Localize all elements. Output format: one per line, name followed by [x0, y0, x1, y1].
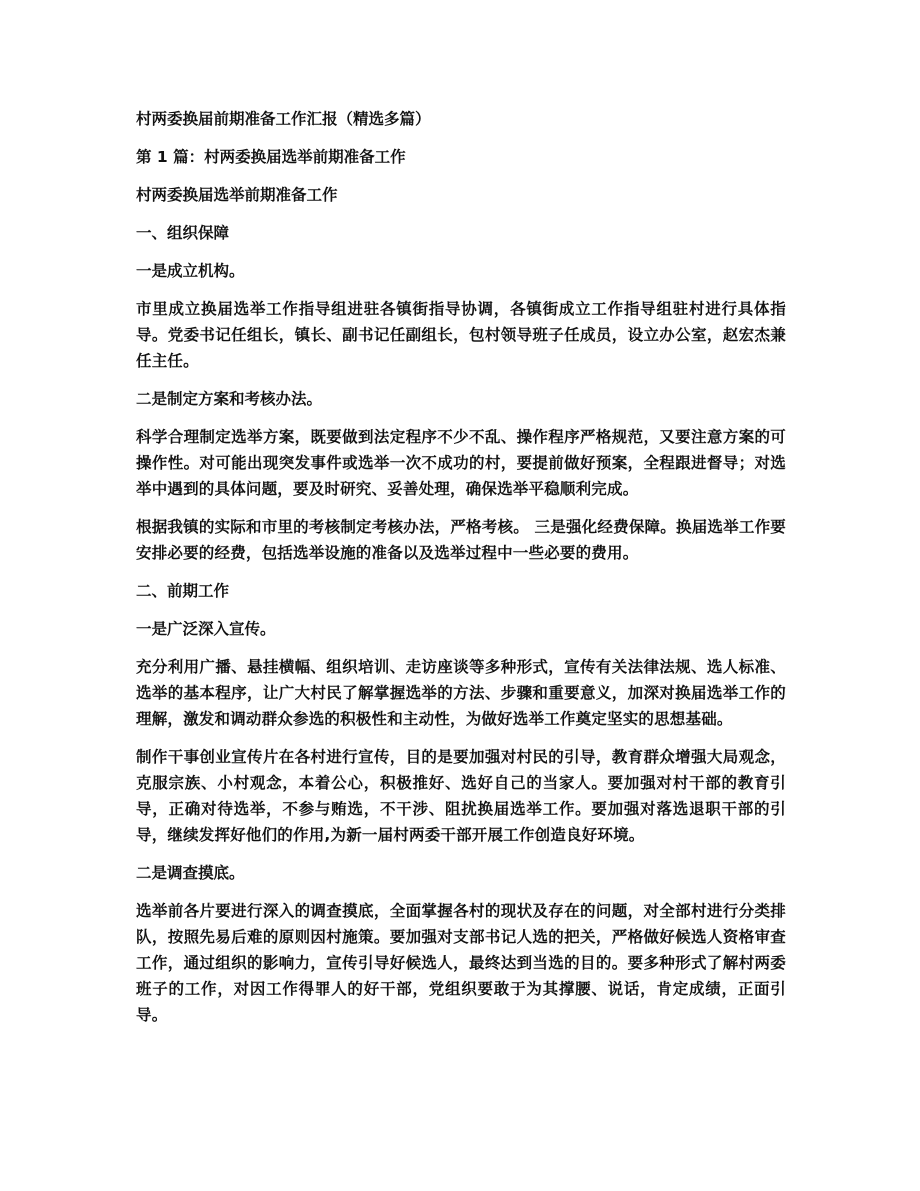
document-body [136, 106, 786, 1028]
paragraph: 市里成立换届选举工作指导组进驻各镇街指导协调，各镇街成立工作指导组驻村进行具体指导。党委书记任组长，镇长、副书记任副组长，包村领导班子任成员，设立办公室，赵宏杰兼任主任。 [136, 300, 786, 370]
item-heading: 一是成立机构。 [136, 262, 245, 280]
section-heading: 一、组织保障 [136, 224, 230, 242]
paragraph: 选举前各片要进行深入的调查摸底，全面掌握各村的现状及存在的问题，对全部村进行分类排队，按照先易后难的原则因村施策。要加强对支部书记人选的把关，严格做好候选人资格审查工作，通过组织的影响力，宣传引导好候选人，最终达到当选的目的。要多种形式了解村两委班子的工作，对因工作得罪人的好干部，党组织要敢于为其撑腰、说话，肯定成绩，正面引导。 [136, 902, 786, 1024]
paragraph: 充分利用广播、悬挂横幅、组织培训、走访座谈等多种形式，宣传有关法律法规、选人标准、选举的基本程序，让广大村民了解掌握选举的方法、步骤和重要意义，加深对换届选举工作的理解，激发和调动群众参选的积极性和主动性，为做好选举工作奠定坚实的思想基础。 [136, 658, 786, 728]
paragraph: 制作干事创业宣传片在各村进行宣传，目的是要加强对村民的引导，教育群众增强大局观念，克服宗族、小村观念，本着公心，积极推好、选好自己的当家人。要加强对村干部的教育引导，正确对待选举，不参与贿选，不干涉、阻扰换届选举工作。要加强对落选退职干部的引导，继续发挥好他们的作用,为新一届村两委干部开展工作创造良好环境。 [136, 748, 786, 844]
section-heading: 二、前期工作 [136, 582, 230, 600]
item-heading: 一是广泛深入宣传。 [136, 620, 276, 638]
item-heading: 二是调查摸底。 [136, 864, 245, 882]
paragraph: 根据我镇的实际和市里的考核制定考核办法，严格考核。 三是强化经费保障。换届选举工作要安排必要的经费，包括选举设施的准备以及选举过程中一些必要的费用。 [136, 518, 786, 562]
document-title: 村两委换届前期准备工作汇报（精选多篇） [136, 110, 431, 128]
part-heading: 第 1 篇：村两委换届选举前期准备工作 [136, 148, 406, 166]
item-heading: 二是制定方案和考核办法。 [136, 390, 323, 408]
paragraph: 科学合理制定选举方案，既要做到法定程序不少不乱、操作程序严格规范，又要注意方案的可操作性。对可能出现突发事件或选举一次不成功的村，要提前做好预案，全程跟进督导；对选举中遇到的具体问题，要及时研究、妥善处理，确保选举平稳顺利完成。 [136, 428, 786, 498]
part-subtitle: 村两委换届选举前期准备工作 [136, 186, 338, 204]
